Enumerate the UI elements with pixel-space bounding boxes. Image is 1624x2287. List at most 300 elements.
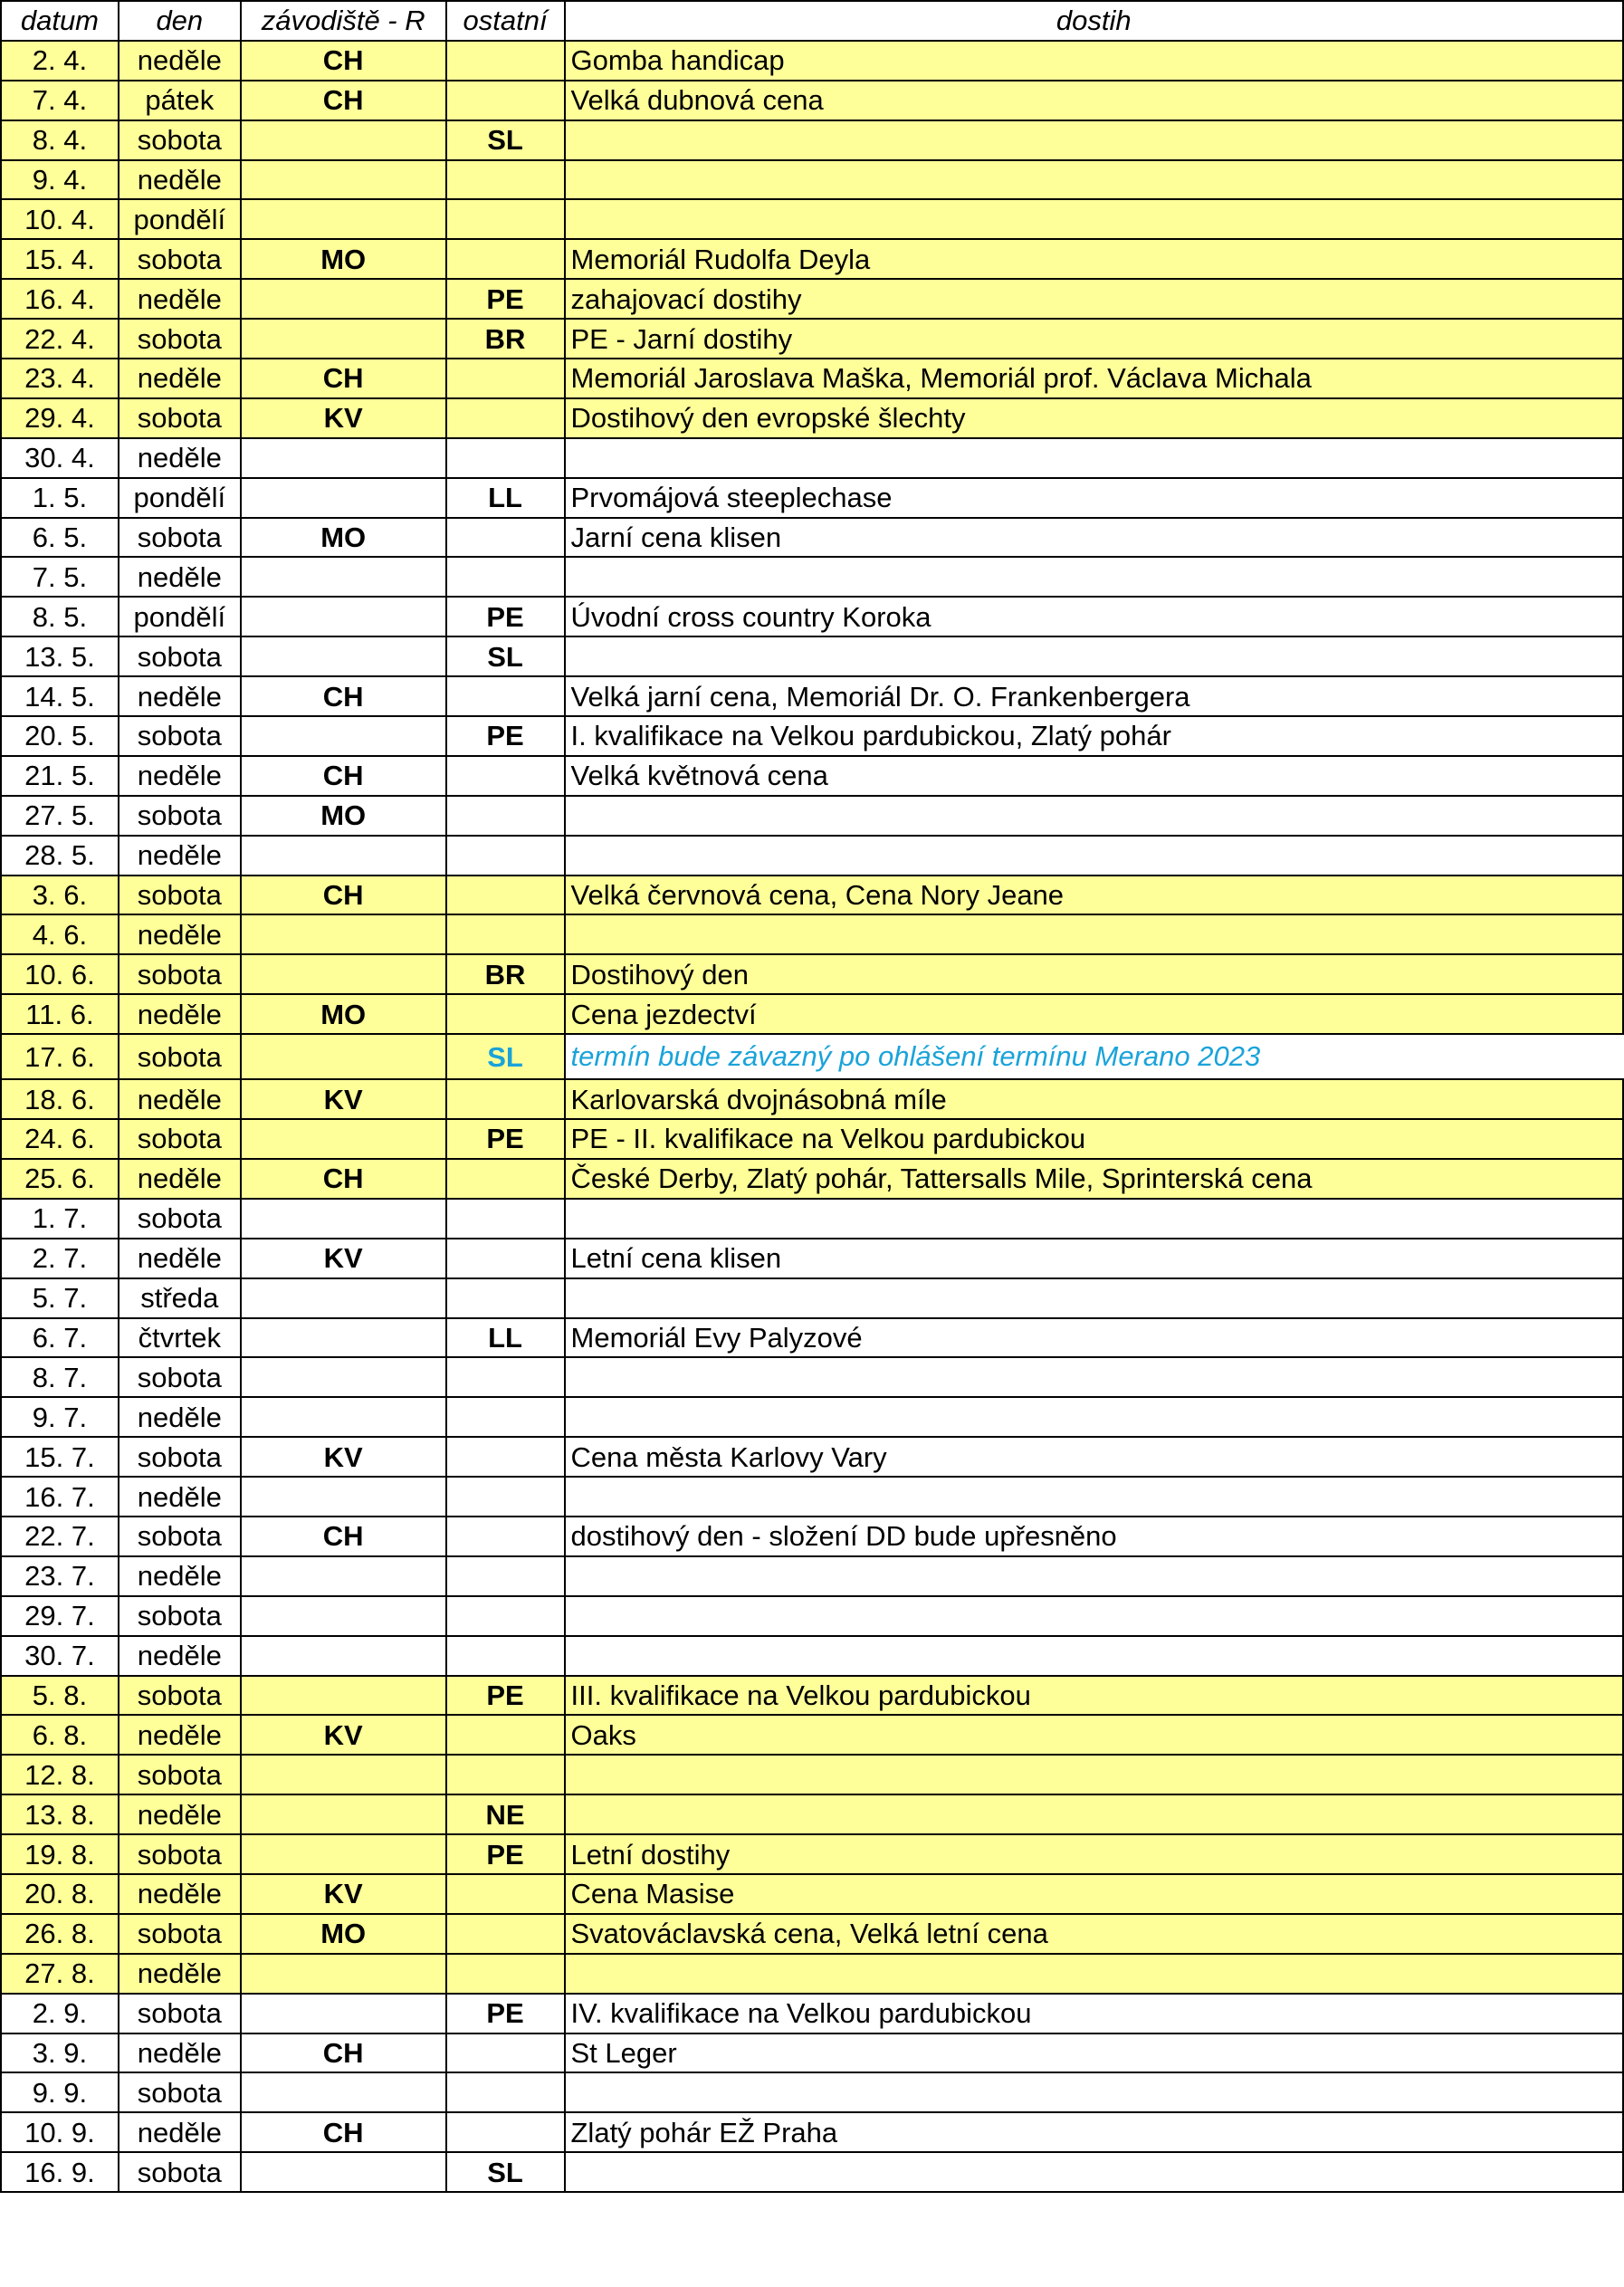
track-r-cell <box>241 836 446 876</box>
race-name-cell <box>565 120 1624 160</box>
day-cell: sobota <box>119 2072 241 2112</box>
track-r-cell <box>241 2072 446 2112</box>
table-row <box>1 2112 1623 2152</box>
day-cell: neděle <box>119 557 241 597</box>
race-name-cell <box>565 1477 1624 1517</box>
header-date: datum <box>1 1 119 41</box>
header-row <box>1 1 1623 41</box>
day-cell: pondělí <box>119 478 241 518</box>
date-cell: 3. 6. <box>1 876 119 915</box>
date-cell: 21. 5. <box>1 756 119 796</box>
date-cell: 4. 6. <box>1 914 119 954</box>
date-cell: 7. 5. <box>1 557 119 597</box>
day-cell: neděle <box>119 1556 241 1596</box>
date-cell: 25. 6. <box>1 1159 119 1199</box>
table-row <box>1 1556 1623 1596</box>
other-track-cell: NE <box>446 1794 565 1834</box>
table-row <box>1 478 1623 518</box>
date-cell: 5. 7. <box>1 1278 119 1318</box>
table-row <box>1 1357 1623 1397</box>
other-track-cell: SL <box>446 120 565 160</box>
other-track-cell <box>446 557 565 597</box>
day-cell: pondělí <box>119 199 241 239</box>
day-cell: sobota <box>119 398 241 438</box>
table-row <box>1 1477 1623 1517</box>
date-cell: 9. 4. <box>1 160 119 200</box>
date-cell: 5. 8. <box>1 1676 119 1716</box>
day-cell: neděle <box>119 1954 241 1994</box>
track-r-cell: CH <box>241 41 446 81</box>
other-track-cell <box>446 994 565 1034</box>
other-track-cell <box>446 914 565 954</box>
date-cell: 23. 7. <box>1 1556 119 1596</box>
day-cell: sobota <box>119 1834 241 1874</box>
date-cell: 30. 7. <box>1 1636 119 1676</box>
track-r-cell: CH <box>241 1159 446 1199</box>
day-cell: sobota <box>119 1676 241 1716</box>
other-track-cell <box>446 1199 565 1239</box>
table-row <box>1 1239 1623 1278</box>
table-body <box>1 41 1623 2192</box>
race-name-cell <box>565 796 1624 836</box>
table-row <box>1 1874 1623 1914</box>
other-track-cell: PE <box>446 716 565 756</box>
day-cell: sobota <box>119 2152 241 2192</box>
other-track-cell <box>446 756 565 796</box>
track-r-cell <box>241 160 446 200</box>
date-cell: 27. 5. <box>1 796 119 836</box>
date-cell: 8. 4. <box>1 120 119 160</box>
other-track-cell <box>446 239 565 279</box>
race-name-cell: Oaks <box>565 1715 1624 1755</box>
date-cell: 20. 5. <box>1 716 119 756</box>
race-name-cell: Cena města Karlovy Vary <box>565 1437 1624 1477</box>
other-track-cell <box>446 1517 565 1556</box>
date-cell: 9. 7. <box>1 1397 119 1437</box>
date-cell: 6. 7. <box>1 1318 119 1358</box>
day-cell: sobota <box>119 1755 241 1794</box>
other-track-cell <box>446 359 565 398</box>
table-row <box>1 836 1623 876</box>
other-track-cell: PE <box>446 1119 565 1159</box>
other-track-cell: PE <box>446 597 565 636</box>
table-row <box>1 954 1623 994</box>
track-r-cell: CH <box>241 1517 446 1556</box>
date-cell: 13. 8. <box>1 1794 119 1834</box>
table-row <box>1 716 1623 756</box>
race-name-cell: Zlatý pohár EŽ Praha <box>565 2112 1624 2152</box>
date-cell: 16. 9. <box>1 2152 119 2192</box>
table-row <box>1 199 1623 239</box>
day-cell: neděle <box>119 359 241 398</box>
date-cell: 18. 6. <box>1 1079 119 1119</box>
table-row <box>1 1596 1623 1636</box>
day-cell: neděle <box>119 1239 241 1278</box>
table-row <box>1 319 1623 359</box>
track-r-cell <box>241 478 446 518</box>
day-cell: neděle <box>119 994 241 1034</box>
track-r-cell: CH <box>241 756 446 796</box>
table-row <box>1 1715 1623 1755</box>
date-cell: 26. 8. <box>1 1914 119 1954</box>
track-r-cell <box>241 279 446 319</box>
other-track-cell: SL <box>446 2152 565 2192</box>
table-row <box>1 1755 1623 1794</box>
date-cell: 27. 8. <box>1 1954 119 1994</box>
day-cell: neděle <box>119 676 241 716</box>
race-name-cell <box>565 160 1624 200</box>
date-cell: 14. 5. <box>1 676 119 716</box>
table-row <box>1 1079 1623 1119</box>
track-r-cell: MO <box>241 1914 446 1954</box>
day-cell: sobota <box>119 1596 241 1636</box>
other-track-cell: PE <box>446 1676 565 1716</box>
day-cell: sobota <box>119 1914 241 1954</box>
race-name-cell <box>565 199 1624 239</box>
day-cell: neděle <box>119 438 241 478</box>
race-name-cell: Gomba handicap <box>565 41 1624 81</box>
other-track-cell <box>446 1357 565 1397</box>
track-r-cell <box>241 557 446 597</box>
day-cell: neděle <box>119 1874 241 1914</box>
other-track-cell: LL <box>446 478 565 518</box>
date-cell: 11. 6. <box>1 994 119 1034</box>
race-name-cell <box>565 1357 1624 1397</box>
date-cell: 15. 4. <box>1 239 119 279</box>
race-name-cell: Úvodní cross country Koroka <box>565 597 1624 636</box>
track-r-cell <box>241 1596 446 1636</box>
track-r-cell <box>241 1755 446 1794</box>
day-cell: neděle <box>119 836 241 876</box>
race-name-cell: Jarní cena klisen <box>565 518 1624 558</box>
race-name-cell: Letní cena klisen <box>565 1239 1624 1278</box>
track-r-cell: KV <box>241 1874 446 1914</box>
other-track-cell <box>446 438 565 478</box>
day-cell: čtvrtek <box>119 1318 241 1358</box>
track-r-cell <box>241 1994 446 2033</box>
race-name-cell <box>565 836 1624 876</box>
day-cell: neděle <box>119 1397 241 1437</box>
track-r-cell: KV <box>241 1715 446 1755</box>
day-cell: neděle <box>119 1079 241 1119</box>
other-track-cell <box>446 1278 565 1318</box>
day-cell: neděle <box>119 160 241 200</box>
race-name-cell <box>565 636 1624 676</box>
table-row <box>1 676 1623 716</box>
race-name-cell <box>565 438 1624 478</box>
track-r-cell: MO <box>241 518 446 558</box>
day-cell: neděle <box>119 1794 241 1834</box>
track-r-cell <box>241 1119 446 1159</box>
other-track-cell <box>446 1715 565 1755</box>
track-r-cell <box>241 120 446 160</box>
other-track-cell <box>446 1596 565 1636</box>
race-name-cell: I. kvalifikace na Velkou pardubickou, Zlatý pohár <box>565 716 1624 756</box>
day-cell: sobota <box>119 636 241 676</box>
day-cell: sobota <box>119 716 241 756</box>
race-name-cell <box>565 1755 1624 1794</box>
date-cell: 3. 9. <box>1 2033 119 2073</box>
date-cell: 2. 7. <box>1 1239 119 1278</box>
date-cell: 12. 8. <box>1 1755 119 1794</box>
track-r-cell <box>241 1034 446 1079</box>
day-cell: neděle <box>119 2033 241 2073</box>
date-cell: 10. 9. <box>1 2112 119 2152</box>
track-r-cell: KV <box>241 398 446 438</box>
other-track-cell <box>446 1159 565 1199</box>
other-track-cell: PE <box>446 1834 565 1874</box>
table-row <box>1 120 1623 160</box>
race-name-cell <box>565 1794 1624 1834</box>
track-r-cell <box>241 1556 446 1596</box>
track-r-cell: KV <box>241 1079 446 1119</box>
track-r-cell <box>241 914 446 954</box>
day-cell: neděle <box>119 914 241 954</box>
race-name-cell <box>565 557 1624 597</box>
race-name-cell: zahajovací dostihy <box>565 279 1624 319</box>
table-row <box>1 279 1623 319</box>
track-r-cell <box>241 1834 446 1874</box>
other-track-cell <box>446 796 565 836</box>
date-cell: 22. 7. <box>1 1517 119 1556</box>
date-cell: 10. 4. <box>1 199 119 239</box>
other-track-cell <box>446 1636 565 1676</box>
race-name-cell: Memoriál Evy Palyzové <box>565 1318 1624 1358</box>
day-cell: neděle <box>119 1636 241 1676</box>
table-row <box>1 239 1623 279</box>
date-cell: 7. 4. <box>1 81 119 120</box>
date-cell: 22. 4. <box>1 319 119 359</box>
track-r-cell: MO <box>241 796 446 836</box>
table-row <box>1 1794 1623 1834</box>
table-row <box>1 41 1623 81</box>
date-cell: 1. 7. <box>1 1199 119 1239</box>
other-track-cell <box>446 518 565 558</box>
other-track-cell <box>446 1477 565 1517</box>
day-cell: sobota <box>119 796 241 836</box>
race-name-cell: Memoriál Rudolfa Deyla <box>565 239 1624 279</box>
race-name-cell <box>565 2152 1624 2192</box>
race-name-cell <box>565 2072 1624 2112</box>
date-cell: 10. 6. <box>1 954 119 994</box>
race-name-cell: III. kvalifikace na Velkou pardubickou <box>565 1676 1624 1716</box>
day-cell: neděle <box>119 1159 241 1199</box>
race-name-cell: Velká květnová cena <box>565 756 1624 796</box>
table-row <box>1 636 1623 676</box>
table-row <box>1 1954 1623 1994</box>
table-row <box>1 1034 1623 1079</box>
race-name-cell: dostihový den - složení DD bude upřesněno <box>565 1517 1624 1556</box>
table-row <box>1 1318 1623 1358</box>
day-cell: sobota <box>119 1034 241 1079</box>
race-name-cell: PE - II. kvalifikace na Velkou pardubickou <box>565 1119 1624 1159</box>
day-cell: středa <box>119 1278 241 1318</box>
race-name-cell: Cena Masise <box>565 1874 1624 1914</box>
race-name-cell: Cena jezdectví <box>565 994 1624 1034</box>
table-row <box>1 597 1623 636</box>
date-cell: 2. 4. <box>1 41 119 81</box>
table-row <box>1 518 1623 558</box>
track-r-cell: KV <box>241 1437 446 1477</box>
other-track-cell: SL <box>446 636 565 676</box>
other-track-cell <box>446 41 565 81</box>
date-cell: 29. 4. <box>1 398 119 438</box>
other-track-cell <box>446 1239 565 1278</box>
track-r-cell <box>241 2152 446 2192</box>
race-name-cell: PE - Jarní dostihy <box>565 319 1624 359</box>
track-r-cell <box>241 1954 446 1994</box>
track-r-cell: CH <box>241 81 446 120</box>
date-cell: 24. 6. <box>1 1119 119 1159</box>
table-row <box>1 994 1623 1034</box>
date-cell: 13. 5. <box>1 636 119 676</box>
other-track-cell <box>446 876 565 915</box>
race-name-cell <box>565 1199 1624 1239</box>
header-race: dostih <box>565 1 1624 41</box>
date-cell: 16. 4. <box>1 279 119 319</box>
table-row <box>1 1834 1623 1874</box>
table-row <box>1 796 1623 836</box>
table-row <box>1 914 1623 954</box>
table-row <box>1 557 1623 597</box>
track-r-cell: CH <box>241 676 446 716</box>
table-row <box>1 398 1623 438</box>
day-cell: sobota <box>119 319 241 359</box>
date-cell: 1. 5. <box>1 478 119 518</box>
race-name-cell <box>565 1556 1624 1596</box>
other-track-cell <box>446 199 565 239</box>
track-r-cell: MO <box>241 239 446 279</box>
track-r-cell <box>241 1199 446 1239</box>
table-row <box>1 1636 1623 1676</box>
day-cell: sobota <box>119 1199 241 1239</box>
day-cell: neděle <box>119 41 241 81</box>
track-r-cell <box>241 1357 446 1397</box>
table-row <box>1 756 1623 796</box>
race-name-cell: Velká červnová cena, Cena Nory Jeane <box>565 876 1624 915</box>
date-cell: 2. 9. <box>1 1994 119 2033</box>
table-row <box>1 1994 1623 2033</box>
table-row <box>1 1119 1623 1159</box>
race-name-cell: Velká jarní cena, Memoriál Dr. O. Frankenbergera <box>565 676 1624 716</box>
date-cell: 16. 7. <box>1 1477 119 1517</box>
table-row <box>1 1517 1623 1556</box>
other-track-cell <box>446 1954 565 1994</box>
table-row <box>1 1199 1623 1239</box>
day-cell: neděle <box>119 1477 241 1517</box>
race-name-cell <box>565 1954 1624 1994</box>
race-name-cell: Dostihový den evropské šlechty <box>565 398 1624 438</box>
other-track-cell <box>446 1755 565 1794</box>
day-cell: neděle <box>119 756 241 796</box>
race-name-cell: Letní dostihy <box>565 1834 1624 1874</box>
race-name-cell: Dostihový den <box>565 954 1624 994</box>
race-name-cell <box>565 1397 1624 1437</box>
other-track-cell <box>446 1914 565 1954</box>
track-r-cell <box>241 1636 446 1676</box>
date-cell: 20. 8. <box>1 1874 119 1914</box>
track-r-cell: CH <box>241 2033 446 2073</box>
table-row <box>1 1397 1623 1437</box>
race-name-cell <box>565 914 1624 954</box>
track-r-cell: KV <box>241 1239 446 1278</box>
day-cell: neděle <box>119 279 241 319</box>
other-track-cell: PE <box>446 1994 565 2033</box>
table-row <box>1 160 1623 200</box>
other-track-cell <box>446 1079 565 1119</box>
day-cell: sobota <box>119 120 241 160</box>
track-r-cell <box>241 716 446 756</box>
other-track-cell <box>446 1556 565 1596</box>
day-cell: sobota <box>119 239 241 279</box>
date-cell: 6. 5. <box>1 518 119 558</box>
date-cell: 8. 5. <box>1 597 119 636</box>
day-cell: sobota <box>119 876 241 915</box>
track-r-cell <box>241 1278 446 1318</box>
date-cell: 15. 7. <box>1 1437 119 1477</box>
other-track-cell <box>446 2112 565 2152</box>
header-other: ostatní <box>446 1 565 41</box>
track-r-cell <box>241 1318 446 1358</box>
table-row <box>1 359 1623 398</box>
other-track-cell: BR <box>446 954 565 994</box>
table-row <box>1 1437 1623 1477</box>
day-cell: sobota <box>119 1357 241 1397</box>
track-r-cell <box>241 1397 446 1437</box>
other-track-cell <box>446 398 565 438</box>
day-cell: sobota <box>119 1437 241 1477</box>
track-r-cell: CH <box>241 359 446 398</box>
table-row <box>1 1914 1623 1954</box>
other-track-cell: BR <box>446 319 565 359</box>
race-name-cell <box>565 1636 1624 1676</box>
race-name-cell: Prvomájová steeplechase <box>565 478 1624 518</box>
other-track-cell <box>446 81 565 120</box>
track-r-cell <box>241 636 446 676</box>
other-track-cell: SL <box>446 1034 565 1079</box>
track-r-cell <box>241 1477 446 1517</box>
other-track-cell <box>446 2072 565 2112</box>
table-row <box>1 81 1623 120</box>
race-name-cell: Memoriál Jaroslava Maška, Memoriál prof. Václava Michala <box>565 359 1624 398</box>
day-cell: sobota <box>119 518 241 558</box>
date-cell: 30. 4. <box>1 438 119 478</box>
day-cell: neděle <box>119 2112 241 2152</box>
race-name-cell: IV. kvalifikace na Velkou pardubickou <box>565 1994 1624 2033</box>
race-name-cell: Karlovarská dvojnásobná míle <box>565 1079 1624 1119</box>
date-cell: 23. 4. <box>1 359 119 398</box>
track-r-cell <box>241 1676 446 1716</box>
header-day: den <box>119 1 241 41</box>
other-track-cell <box>446 1874 565 1914</box>
date-cell: 19. 8. <box>1 1834 119 1874</box>
date-cell: 28. 5. <box>1 836 119 876</box>
table-row <box>1 2152 1623 2192</box>
track-r-cell: MO <box>241 994 446 1034</box>
other-track-cell <box>446 1397 565 1437</box>
race-name-cell: St Leger <box>565 2033 1624 2073</box>
table-row <box>1 2072 1623 2112</box>
table-row <box>1 2033 1623 2073</box>
race-name-cell: České Derby, Zlatý pohár, Tattersalls Mile, Sprinterská cena <box>565 1159 1624 1199</box>
track-r-cell <box>241 319 446 359</box>
day-cell: sobota <box>119 1517 241 1556</box>
date-cell: 9. 9. <box>1 2072 119 2112</box>
day-cell: pátek <box>119 81 241 120</box>
other-track-cell <box>446 160 565 200</box>
track-r-cell <box>241 954 446 994</box>
race-name-cell: Velká dubnová cena <box>565 81 1624 120</box>
